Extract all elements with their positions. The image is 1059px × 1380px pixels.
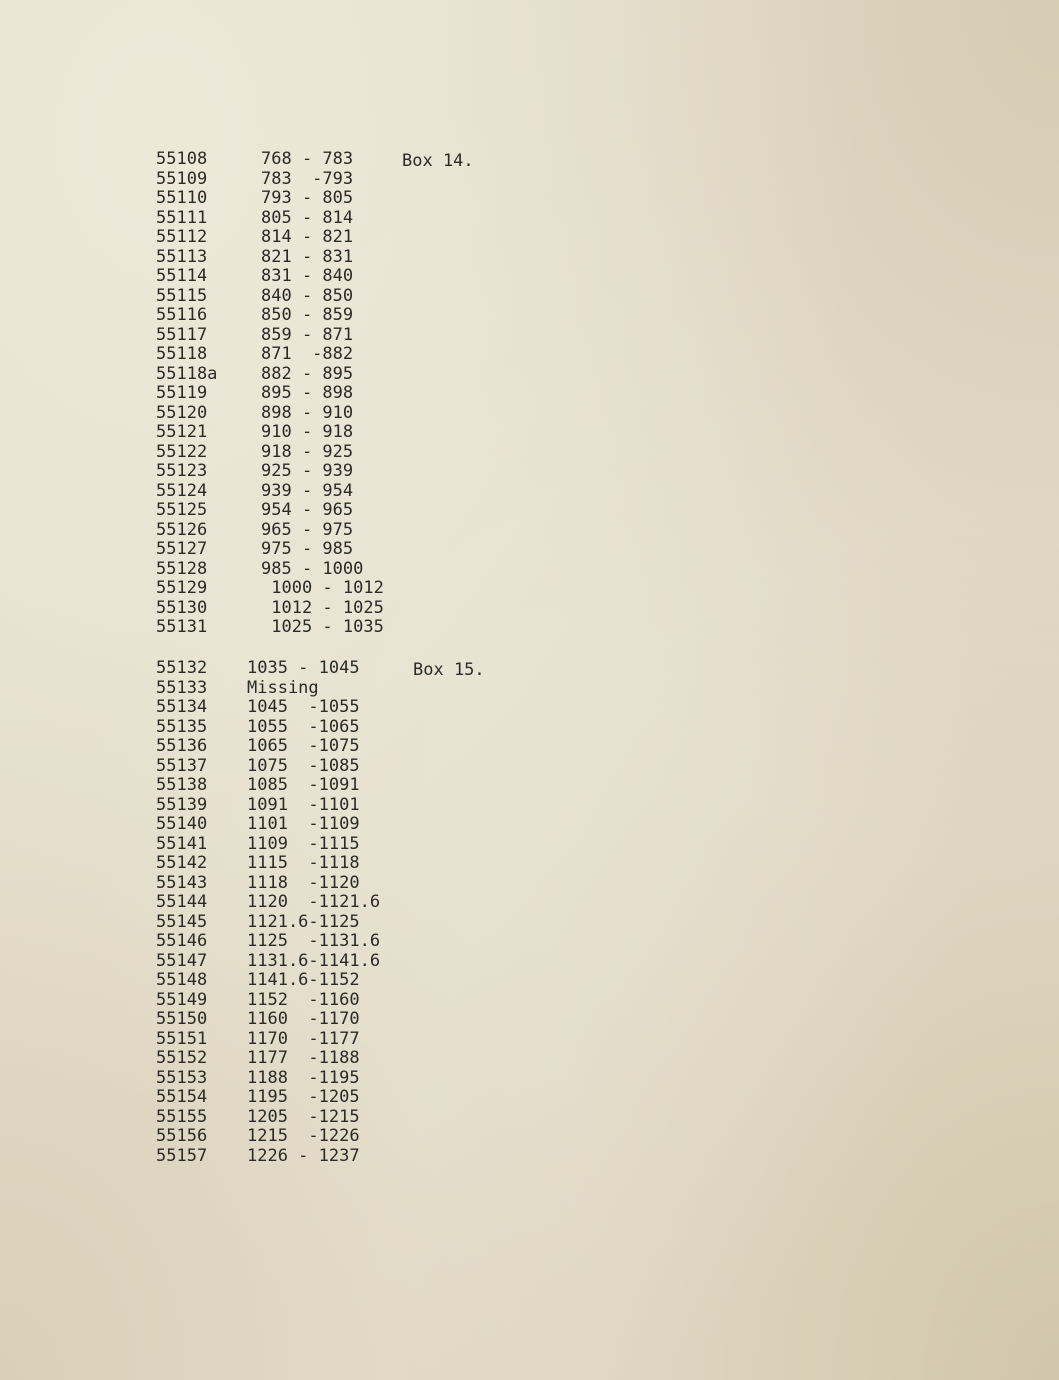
page-range: 1141.6-1152: [247, 970, 360, 990]
page-range: 1012 - 1025: [261, 597, 384, 618]
item-number: 55157: [156, 1145, 208, 1166]
page-range: 850 - 859: [261, 305, 354, 325]
page-range: 1101 -1109: [247, 814, 360, 834]
page-range: 954 - 965: [261, 500, 354, 520]
item-number: 55115: [156, 285, 208, 306]
item-number: 55116: [156, 305, 208, 325]
page-range: 1188 -1195: [247, 1067, 360, 1088]
page-range: 840 - 850: [261, 285, 354, 306]
item-number: 55140: [156, 814, 208, 834]
item-number: 55124: [156, 480, 208, 501]
page-range: 814 - 821: [261, 227, 354, 247]
page-range: 805 - 814: [261, 207, 354, 228]
item-number: 55122: [156, 441, 208, 462]
item-number: 55150: [156, 1009, 208, 1029]
page-range: 1125 -1131.6: [247, 931, 381, 951]
page-range: 895 - 898: [261, 383, 354, 403]
item-number: 55143: [156, 872, 208, 893]
item-number: 55125: [156, 500, 208, 520]
box-label: Box 15.: [413, 660, 485, 680]
item-number: 55134: [156, 697, 208, 717]
page-range: 1120 -1121.6: [247, 892, 381, 912]
item-number: 55126: [156, 519, 208, 540]
item-number: 55114: [156, 266, 208, 286]
page-range: 1055 -1065: [247, 716, 360, 737]
item-number: 55135: [156, 716, 208, 737]
item-number: 55151: [156, 1028, 208, 1049]
page-range: 965 - 975: [261, 519, 354, 540]
item-number: 55117: [156, 324, 208, 345]
page-range: 1118 -1120: [247, 872, 360, 893]
item-number: 55144: [156, 892, 208, 912]
item-number: 55149: [156, 989, 208, 1010]
page-range: Missing: [247, 677, 319, 698]
page-range: 1205 -1215: [247, 1106, 360, 1127]
item-number: 55121: [156, 422, 208, 442]
page-range: 1000 - 1012: [261, 578, 384, 598]
item-number: 55108: [156, 149, 208, 169]
item-number: 55142: [156, 853, 208, 873]
item-number: 55137: [156, 755, 208, 776]
page-range: 1091 -1101: [247, 794, 360, 815]
item-number: 55113: [156, 246, 208, 267]
page-range: 918 - 925: [261, 441, 354, 462]
item-number: 55136: [156, 736, 208, 756]
item-number: 55139: [156, 794, 208, 815]
item-number: 55141: [156, 833, 208, 854]
item-number: 55110: [156, 188, 208, 208]
page-range: 1045 -1055: [247, 697, 360, 717]
page-range: 1160 -1170: [247, 1009, 360, 1029]
box-label: Box 14.: [402, 151, 474, 171]
page-range: 1065 -1075: [247, 736, 360, 756]
item-number: 55109: [156, 168, 208, 189]
page-range: 910 - 918: [261, 422, 354, 442]
page-range: 1131.6-1141.6: [247, 950, 381, 971]
item-number: 55147: [156, 950, 208, 971]
page-range: 882 - 895: [261, 363, 354, 384]
page-range: 1152 -1160: [247, 989, 360, 1010]
page-range: 1115 -1118: [247, 853, 360, 873]
item-number: 55118: [156, 344, 208, 364]
page-range: 1035 - 1045: [247, 658, 360, 678]
page-range: 1177 -1188: [247, 1048, 360, 1068]
item-number: 55156: [156, 1126, 208, 1146]
item-number: 55129: [156, 578, 208, 598]
item-number: 55138: [156, 775, 208, 795]
page-range: 783 -793: [261, 168, 354, 189]
page-range: 939 - 954: [261, 480, 354, 501]
page-range: 1085 -1091: [247, 775, 360, 795]
item-number: 55153: [156, 1067, 208, 1088]
item-number: 55119: [156, 383, 208, 403]
page-range: 1025 - 1035: [261, 617, 384, 637]
item-number: 55154: [156, 1087, 208, 1107]
page-range: 925 - 939: [261, 461, 354, 481]
item-number: 55111: [156, 207, 208, 228]
page-range: 871 -882: [261, 344, 354, 364]
item-number: 55112: [156, 227, 208, 247]
item-number: 55155: [156, 1106, 208, 1127]
item-number: 55152: [156, 1048, 208, 1068]
item-number: 55131: [156, 617, 208, 637]
page-range: 1195 -1205: [247, 1087, 360, 1107]
item-number: 55132: [156, 658, 208, 678]
item-number: 55146: [156, 931, 208, 951]
page-range: 1109 -1115: [247, 833, 360, 854]
item-number: 55133: [156, 677, 208, 698]
page-range: 1170 -1177: [247, 1028, 360, 1049]
page-range: 859 - 871: [261, 324, 354, 345]
page-range: 768 - 783: [261, 149, 354, 169]
page-range: 1215 -1226: [247, 1126, 360, 1146]
page-range: 898 - 910: [261, 402, 354, 423]
item-number: 55118a: [156, 363, 218, 384]
page-range: 831 - 840: [261, 266, 354, 286]
item-number: 55148: [156, 970, 208, 990]
item-number: 55123: [156, 461, 208, 481]
page-range: 985 - 1000: [261, 558, 364, 579]
item-number: 55145: [156, 911, 208, 932]
item-number: 55120: [156, 402, 208, 423]
page-range: 821 - 831: [261, 246, 354, 267]
page-range: 1226 - 1237: [247, 1145, 360, 1166]
page-range: 1121.6-1125: [247, 911, 360, 932]
page-range: 975 - 985: [261, 539, 354, 559]
item-number: 55128: [156, 558, 208, 579]
page-range: 793 - 805: [261, 188, 354, 208]
item-number: 55127: [156, 539, 208, 559]
item-number: 55130: [156, 597, 208, 618]
page-range: 1075 -1085: [247, 755, 360, 776]
